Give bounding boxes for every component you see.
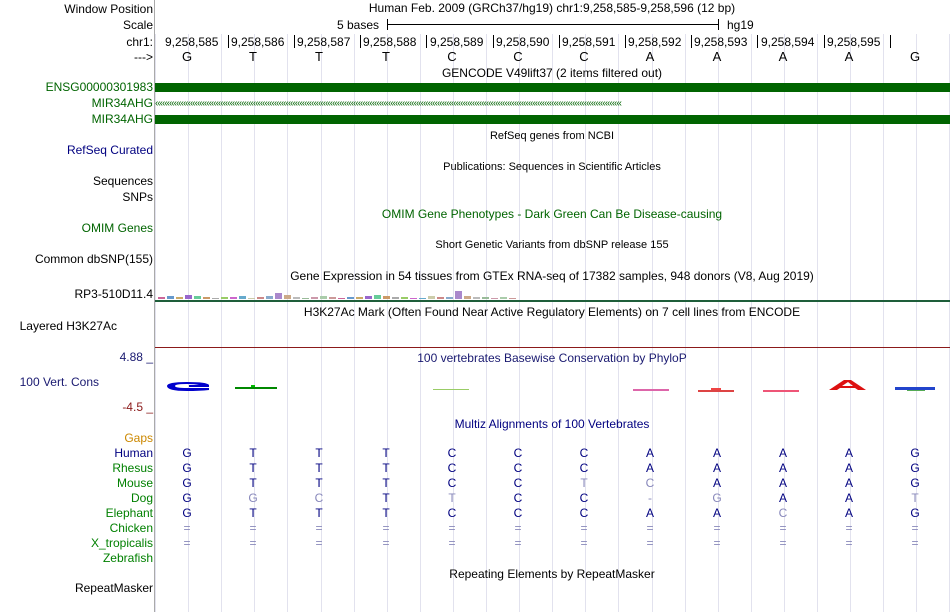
alignment-base: C xyxy=(579,446,589,460)
species-label-x_tropicalis[interactable]: X_tropicalis xyxy=(90,536,153,550)
ruler-tick xyxy=(360,35,361,48)
gtex-tissue-bar[interactable] xyxy=(239,296,246,299)
alignment-base: C xyxy=(314,491,324,505)
gtex-tissue-bar[interactable] xyxy=(230,297,237,299)
alignment-base: T xyxy=(315,506,323,520)
reference-base: T xyxy=(249,49,257,64)
alignment-base: = xyxy=(249,536,257,550)
phylop-max-label: 4.88 _ xyxy=(119,350,153,364)
alignment-base: T xyxy=(315,446,323,460)
scale-bar-left-tick xyxy=(387,19,388,30)
species-label-dog[interactable]: Dog xyxy=(130,491,153,505)
reference-base: A xyxy=(778,49,788,64)
ruler-position-label: 9,258,594 xyxy=(761,35,815,49)
ruler-position-label: 9,258,585 xyxy=(165,35,219,49)
reference-base: G xyxy=(909,49,921,64)
scale-bar xyxy=(387,24,718,25)
phylop-base-a-9-top xyxy=(711,388,721,390)
ruler-tick xyxy=(426,35,427,48)
gtex-tissue-bar[interactable] xyxy=(473,297,480,299)
h3k27ac-track-title: H3K27Ac Mark (Often Found Near Active Regulatory Elements) on 7 cell lines from ENCODE xyxy=(303,305,801,319)
alignment-base: A xyxy=(712,506,721,520)
alignment-base: G xyxy=(712,491,722,505)
phylop-track-label[interactable]: 100 Vert. Cons xyxy=(19,375,99,389)
gtex-tissue-bar[interactable] xyxy=(212,298,219,299)
phylop-base-g-12-tail xyxy=(907,390,925,391)
alignment-base: G xyxy=(910,461,920,475)
alignment-base: A xyxy=(712,461,721,475)
phylop-min-label: -4.5 _ xyxy=(122,400,153,414)
phylop-base-g-12 xyxy=(895,387,935,390)
alignment-base: T xyxy=(382,476,390,490)
gene-intron-mir34ahg[interactable]: ‹‹‹‹‹‹‹‹‹‹‹‹‹‹‹‹‹‹‹‹‹‹‹‹‹‹‹‹‹‹‹‹‹‹‹‹‹‹‹‹‹‹‹‹‹‹‹‹‹‹‹‹‹‹‹‹‹‹‹‹‹‹‹‹‹‹‹‹‹‹‹‹‹‹‹‹‹‹‹‹‹‹‹‹‹‹‹‹‹‹‹‹‹‹‹‹‹‹‹‹‹‹‹‹‹‹‹‹‹‹‹‹‹‹‹‹‹‹‹‹‹‹‹‹‹‹‹‹‹‹‹‹‹‹‹‹‹‹‹‹‹‹‹‹‹‹‹‹‹‹‹‹‹‹‹‹‹‹‹‹‹‹‹‹‹‹‹‹‹‹‹‹‹‹‹‹‹‹‹‹‹‹‹‹‹‹‹‹‹‹‹‹‹‹‹‹‹‹‹‹ xyxy=(155,98,622,109)
reference-base: C xyxy=(579,49,589,64)
species-label-zebrafish[interactable]: Zebrafish xyxy=(102,551,153,565)
alignment-base: C xyxy=(513,491,523,505)
alignment-base: = xyxy=(911,521,919,535)
phylop-base-a-8 xyxy=(633,389,669,391)
alignment-base: = xyxy=(183,521,191,535)
gtex-tissue-bar[interactable] xyxy=(266,296,273,299)
gtex-tissue-bar[interactable] xyxy=(365,296,372,299)
gtex-tissue-bar[interactable] xyxy=(257,297,264,299)
gtex-track-baseline xyxy=(155,300,950,302)
repeatmasker-track-title: Repeating Elements by RepeatMasker xyxy=(449,567,655,581)
alignment-base: T xyxy=(315,461,323,475)
scale-text: 5 bases xyxy=(337,18,380,32)
gtex-tissue-bar[interactable] xyxy=(221,297,228,299)
ruler-position-label: 9,258,590 xyxy=(496,35,550,49)
alignment-base: C xyxy=(513,476,523,490)
gtex-tissue-bar[interactable] xyxy=(500,297,507,299)
alignment-base: G xyxy=(182,491,192,505)
alignment-base: A xyxy=(645,446,654,460)
gtex-tissue-bar[interactable] xyxy=(374,295,381,299)
alignment-base: T xyxy=(382,506,390,520)
alignment-base: T xyxy=(249,476,257,490)
alignment-base: T xyxy=(249,461,257,475)
gtex-tissue-bar[interactable] xyxy=(176,297,183,299)
refseq-track-label[interactable]: RefSeq Curated xyxy=(66,143,153,157)
publications-track-title: Publications: Sequences in Scientific Articles xyxy=(443,161,661,173)
alignment-base: C xyxy=(513,446,523,460)
gtex-tissue-bar[interactable] xyxy=(482,297,489,299)
ruler-tick xyxy=(625,35,626,48)
alignment-base: T xyxy=(249,506,257,520)
gtex-tissue-bar[interactable] xyxy=(446,297,453,299)
gtex-tissue-bar[interactable] xyxy=(167,296,174,299)
alignment-base: G xyxy=(182,506,192,520)
gtex-tissue-bar[interactable] xyxy=(437,297,444,299)
alignment-base: C xyxy=(513,506,523,520)
alignment-base: A xyxy=(844,461,853,475)
ruler-tick xyxy=(890,35,891,48)
ruler-position-label: 9,258,587 xyxy=(297,35,351,49)
alignment-base: = xyxy=(448,521,456,535)
scale-bar-right-tick xyxy=(718,19,719,30)
ruler-position-label: 9,258,593 xyxy=(694,35,748,49)
species-label-human[interactable]: Human xyxy=(114,446,153,460)
phylop-base-a-10 xyxy=(763,390,799,392)
alignment-base: A xyxy=(844,446,853,460)
reference-base: A xyxy=(645,49,655,64)
alignment-base: G xyxy=(182,446,192,460)
gtex-tissue-bar[interactable] xyxy=(455,291,462,299)
reference-base: T xyxy=(382,49,390,64)
gtex-tissue-bar[interactable] xyxy=(284,295,291,299)
alignment-base: T xyxy=(382,446,390,460)
reference-base: A xyxy=(844,49,854,64)
alignment-base: = xyxy=(249,521,257,535)
alignment-base: C xyxy=(447,461,457,475)
gtex-expression-bars[interactable] xyxy=(156,287,556,299)
alignment-base: G xyxy=(182,461,192,475)
ruler-tick xyxy=(691,35,692,48)
reference-base: G xyxy=(181,49,193,64)
phylop-conservation-logo[interactable] xyxy=(155,370,950,400)
alignment-base: C xyxy=(579,506,589,520)
species-label-elephant[interactable]: Elephant xyxy=(105,506,153,520)
alignment-base: - xyxy=(648,491,652,505)
ruler-position-label: 9,258,586 xyxy=(231,35,285,49)
species-label-chicken[interactable]: Chicken xyxy=(109,521,153,535)
alignment-base: = xyxy=(382,536,390,550)
alignment-base: = xyxy=(315,521,323,535)
gtex-tissue-bar[interactable] xyxy=(347,297,354,299)
gtex-tissue-bar[interactable] xyxy=(419,298,426,299)
chr-label: chr1: xyxy=(126,35,153,49)
alignment-base: A xyxy=(778,476,787,490)
gtex-tissue-bar[interactable] xyxy=(329,297,336,299)
phylop-base-g xyxy=(167,382,209,391)
gencode-item-3[interactable]: MIR34AHG xyxy=(91,112,153,126)
alignment-base: G xyxy=(910,506,920,520)
alignment-base: G xyxy=(910,476,920,490)
alignment-base: A xyxy=(844,476,853,490)
omim-track-label[interactable]: OMIM Genes xyxy=(81,221,153,235)
alignment-base: = xyxy=(580,536,588,550)
sequences-track-label[interactable]: Sequences xyxy=(92,174,153,188)
alignment-base: C xyxy=(579,491,589,505)
alignment-base: C xyxy=(778,506,788,520)
ruler-position-label: 9,258,595 xyxy=(827,35,881,49)
reference-base: A xyxy=(712,49,722,64)
alignment-base: A xyxy=(778,461,787,475)
alignment-base: A xyxy=(844,506,853,520)
window-position-title: Human Feb. 2009 (GRCh37/hg19) chr1:9,258,585-9,258,596 (12 bp) xyxy=(368,1,736,15)
gtex-tissue-bar[interactable] xyxy=(320,296,327,299)
ruler-tick xyxy=(493,35,494,48)
alignment-base: = xyxy=(514,521,522,535)
reference-base: C xyxy=(447,49,457,64)
gtex-tissue-bar[interactable] xyxy=(248,298,255,299)
ruler-tick xyxy=(559,35,560,48)
alignment-base: T xyxy=(382,491,390,505)
gene-bar-mir34ahg[interactable] xyxy=(155,115,950,124)
gtex-tissue-bar[interactable] xyxy=(392,297,399,299)
alignment-base: A xyxy=(645,461,654,475)
ruler-tick xyxy=(294,35,295,48)
gtex-tissue-bar[interactable] xyxy=(293,297,300,299)
alignment-base: C xyxy=(447,446,457,460)
ruler-tick xyxy=(824,35,825,48)
alignment-base: = xyxy=(911,536,919,550)
gtex-tissue-bar[interactable] xyxy=(203,297,210,299)
gene-bar-ensg00000301983[interactable] xyxy=(155,83,950,92)
gtex-tissue-bar[interactable] xyxy=(464,296,471,299)
alignment-base: T xyxy=(382,461,390,475)
reference-base: T xyxy=(315,49,323,64)
alignment-base: G xyxy=(910,446,920,460)
alignment-base: = xyxy=(713,536,721,550)
gtex-tissue-bar[interactable] xyxy=(356,297,363,299)
alignment-base: = xyxy=(845,521,853,535)
ruler-tick xyxy=(228,35,229,48)
gtex-tissue-bar[interactable] xyxy=(185,295,192,299)
ruler-position-label: 9,258,589 xyxy=(430,35,484,49)
species-label-rhesus[interactable]: Rhesus xyxy=(112,461,153,475)
alignment-base: T xyxy=(315,476,323,490)
alignment-base: = xyxy=(646,536,654,550)
alignment-base: C xyxy=(579,461,589,475)
ruler-position-label: 9,258,591 xyxy=(562,35,616,49)
species-label-mouse[interactable]: Mouse xyxy=(116,476,153,490)
gtex-track-label[interactable]: RP3-510D11.4 xyxy=(74,287,153,301)
gencode-item-1[interactable]: ENSG00000301983 xyxy=(45,80,153,94)
gtex-tissue-bar[interactable] xyxy=(158,297,165,299)
alignment-base: A xyxy=(778,491,787,505)
gtex-tissue-bar[interactable] xyxy=(275,293,282,299)
alignment-base: T xyxy=(249,446,257,460)
phylop-base-t-2 xyxy=(235,387,277,389)
alignment-base: = xyxy=(315,536,323,550)
ruler-position-label: 9,258,592 xyxy=(628,35,682,49)
dbsnp-track-label[interactable]: Common dbSNP(155) xyxy=(34,252,153,266)
dbsnp-track-title: Short Genetic Variants from dbSNP release 155 xyxy=(435,239,669,251)
window-position-label: Window Position xyxy=(64,2,153,16)
multiz-track-title: Multiz Alignments of 100 Vertebrates xyxy=(454,417,650,431)
h3k27ac-track-baseline xyxy=(155,347,950,348)
gtex-track-title: Gene Expression in 54 tissues from GTEx RNA-seq of 17382 samples, 948 donors (V8, Aug 2019) xyxy=(290,269,814,283)
gtex-tissue-bar[interactable] xyxy=(401,297,408,299)
gtex-tissue-bar[interactable] xyxy=(302,298,309,299)
gtex-tissue-bar[interactable] xyxy=(491,298,498,299)
ruler-position-label: 9,258,588 xyxy=(363,35,417,49)
omim-track-title: OMIM Gene Phenotypes - Dark Green Can Be Disease-causing xyxy=(381,207,723,221)
alignment-base: A xyxy=(844,491,853,505)
gtex-tissue-bar[interactable] xyxy=(509,298,516,299)
alignment-base: = xyxy=(779,536,787,550)
gtex-tissue-bar[interactable] xyxy=(338,298,345,299)
alignment-base: C xyxy=(447,476,457,490)
phylop-base-c-5 xyxy=(433,389,469,390)
scale-label: Scale xyxy=(122,18,153,32)
alignment-base: T xyxy=(911,491,919,505)
alignment-base: A xyxy=(645,506,654,520)
assembly-label: hg19 xyxy=(727,18,754,32)
alignment-base: = xyxy=(779,521,787,535)
gaps-label[interactable]: Gaps xyxy=(124,431,153,445)
alignment-base: = xyxy=(713,521,721,535)
snps-track-label[interactable]: SNPs xyxy=(122,190,153,204)
repeatmasker-track-label[interactable]: RepeatMasker xyxy=(74,581,153,595)
gtex-tissue-bar[interactable] xyxy=(311,297,318,299)
gtex-tissue-bar[interactable] xyxy=(410,298,417,299)
ruler-tick xyxy=(757,35,758,48)
alignment-base: G xyxy=(182,476,192,490)
alignment-base: A xyxy=(712,476,721,490)
alignment-base: C xyxy=(513,461,523,475)
phylop-base-a-11 xyxy=(829,380,866,390)
alignment-base: A xyxy=(778,446,787,460)
alignment-base: T xyxy=(448,491,456,505)
alignment-base: = xyxy=(845,536,853,550)
alignment-base: C xyxy=(447,506,457,520)
alignment-base: A xyxy=(712,446,721,460)
refseq-track-title: RefSeq genes from NCBI xyxy=(489,130,615,142)
strand-arrow-label: ---> xyxy=(134,50,153,64)
alignment-base: = xyxy=(183,536,191,550)
alignment-base: = xyxy=(514,536,522,550)
gencode-item-2[interactable]: MIR34AHG xyxy=(91,96,153,110)
reference-base: C xyxy=(513,49,523,64)
phylop-base-t-2-top xyxy=(251,385,255,387)
alignment-base: = xyxy=(448,536,456,550)
gencode-track-title: GENCODE V49lift37 (2 items filtered out) xyxy=(441,66,663,80)
h3k27ac-track-label[interactable]: Layered H3K27Ac xyxy=(19,319,117,333)
alignment-base: T xyxy=(580,476,588,490)
alignment-base: = xyxy=(580,521,588,535)
gtex-tissue-bar[interactable] xyxy=(194,296,201,299)
alignment-base: = xyxy=(646,521,654,535)
alignment-base: G xyxy=(248,491,258,505)
alignment-base: = xyxy=(382,521,390,535)
phylop-base-a-9 xyxy=(698,390,734,392)
alignment-base: C xyxy=(645,476,655,490)
gtex-tissue-bar[interactable] xyxy=(428,296,435,299)
phylop-track-title: 100 vertebrates Basewise Conservation by PhyloP xyxy=(417,351,687,365)
gtex-tissue-bar[interactable] xyxy=(383,296,390,299)
